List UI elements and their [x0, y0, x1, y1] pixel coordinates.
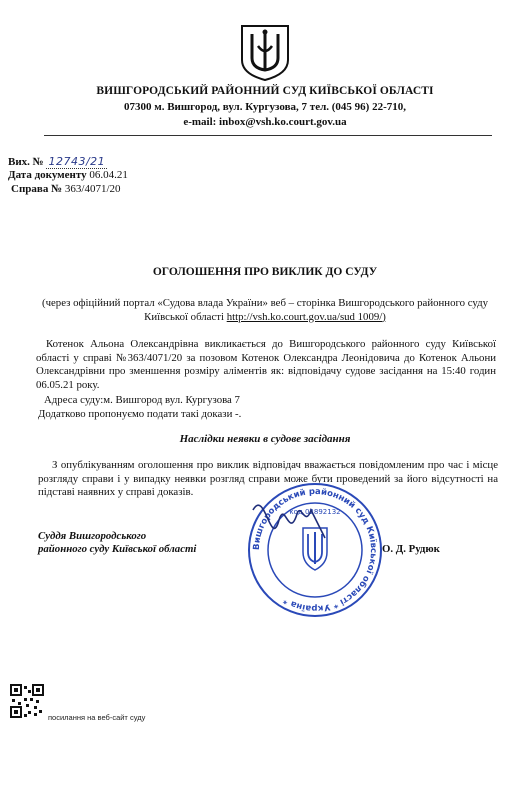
subtitle-region: Київської області [144, 310, 227, 323]
header-divider [44, 135, 492, 136]
court-address: 07300 м. Вишгород, вул. Кургузова, 7 тел. (045 96) 22-710, [123, 101, 407, 113]
judge-title-line1: Суддя Вишгородського [38, 530, 147, 542]
court-email: e-mail: inbox@vsh.ko.court.gov.ua [183, 116, 347, 128]
summons-paragraph: Котенок Альона Олександрівна викликається до Вишгородського районного суду Київської області у справі №363/4071/20 за позовом Котенок Олександра Леонідовича до Котенок Альони Олександрівни про зменшення розміру аліментів як: відповідачу судове засідання на 15:40 годин 06.05.21 року. [36, 338, 496, 391]
coat-of-arms-icon [234, 24, 296, 82]
qr-code-label: посилання на веб-сайт суду [48, 713, 146, 722]
court-name: ВИШГОРОДСЬКИЙ РАЙОННИЙ СУД КИЇВСЬКОЇ ОБЛАСТІ [96, 85, 434, 97]
subtitle-line1: (через офіційний портал «Судова влада України» веб – сторінка Вишгородського районного суду [41, 297, 488, 309]
subtitle-line2 [0, 311, 530, 325]
consequences-text: З опублікуванням оголошення про виклик відповідач вважається повідомленим про час і місце розгляду справи і у випадку неявки розгляд справи може бути проведений за його відсутності на підставі наявних у справі доказів. [38, 459, 498, 498]
outgoing-number-row [8, 155, 107, 168]
document-date-row [8, 169, 128, 181]
judge-name: О. Д. Рудюк [382, 543, 440, 555]
case-number-label: Справа № [11, 183, 63, 195]
qr-code-icon[interactable] [10, 684, 44, 718]
document-title: ОГОЛОШЕННЯ ПРО ВИКЛИК ДО СУДУ [152, 266, 378, 278]
stamp-ring-text: Вишгородський районний суд Київської області * Україна * [251, 486, 379, 614]
document-subtitle [0, 297, 530, 324]
document-date-value: 06.04.21 [89, 169, 128, 181]
court-website-link[interactable]: http://vsh.ko.court.gov.ua/sud 1009/) [226, 310, 386, 323]
consequences-title: Наслідки неявки в судове засідання [179, 433, 351, 445]
case-number-value: 363/4071/20 [64, 183, 121, 195]
outgoing-number-handwritten: 12743/21 [48, 155, 106, 168]
judge-title-line2: районного суду Київської області [38, 543, 197, 555]
stamp-code: код 02892132 [289, 508, 341, 516]
outgoing-label: Вих. № [8, 156, 44, 168]
document-date-label: Дата документу [8, 169, 87, 181]
evidence-line: Додатково пропонуємо подати такі докази -. [38, 408, 242, 420]
case-number-row [11, 183, 121, 195]
court-address-line: Адреса суду:м. Вишгород вул. Кургузова 7 [44, 394, 240, 406]
court-stamp [245, 480, 385, 620]
